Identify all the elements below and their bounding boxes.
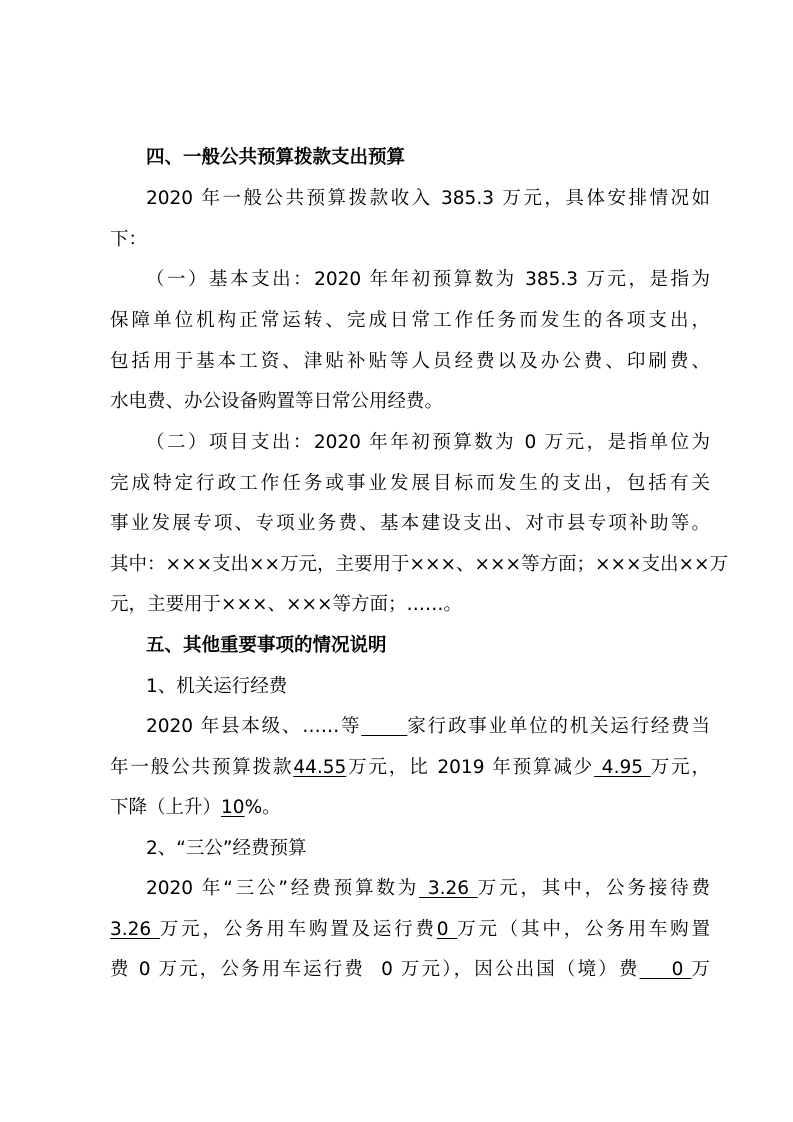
operating-budget-amount: 44.55 [293, 757, 347, 778]
decrease-amount: 4.95 [594, 757, 651, 778]
item1-line1-text-a: 2020 年县本级、……等 [146, 716, 362, 737]
item2-line2-text-c: 万元（其中，公务用车购置 [457, 919, 710, 940]
item2-line1-text-b: 万元，其中，公务接待费 [477, 878, 710, 899]
project-expense-line4: 其中：×××支出××万元，主要用于×××、×××等方面；×××支出××万 [110, 554, 729, 575]
project-expense-line2: 完成特定行政工作任务或事业发展目标而发生的支出，包括有关 [110, 473, 710, 494]
decrease-rate: 10 [221, 797, 245, 818]
basic-expense-line2: 保障单位机构正常运转、完成日常工作任务而发生的各项支出， [110, 310, 710, 331]
project-expense-line5: 元，主要用于×××、×××等方面；……。 [110, 594, 463, 615]
section4-intro-line1: 2020 年一般公共预算拨款收入 385.3 万元，具体安排情况如 [146, 188, 710, 209]
item1-line1-text-b: 家行政事业单位的机关运行经费当 [407, 716, 710, 737]
basic-expense-line4: 水电费、办公设备购置等日常公用经费。 [110, 391, 444, 412]
item2-line1 [146, 877, 710, 901]
item2-line3 [110, 958, 710, 982]
project-expense-line1: （二）项目支出：2020 年年初预算数为 0 万元，是指单位为 [146, 432, 710, 453]
project-expense-line3: 事业发展专项、专项业务费、基本建设支出、对市县专项补助等。 [110, 513, 710, 534]
item2-line3-text-a: 费 0 万元，公务用车运行费 0 万元），因公出国（境）费 [110, 959, 640, 980]
overseas-travel-expense: 0 [639, 959, 692, 980]
three-public-total: 3.26 [419, 878, 478, 899]
item2-line3-text-b: 万 [691, 959, 710, 980]
section4-heading: 四、一般公共预算拨款支出预算 [146, 147, 406, 168]
basic-expense-line1: （一）基本支出：2020 年年初预算数为 385.3 万元，是指为 [146, 269, 710, 290]
item2-line1-text-a: 2020 年“三公”经费预算数为 [146, 878, 420, 899]
basic-expense-line3: 包括用于基本工资、津贴补贴等人员经费以及办公费、印刷费、 [110, 351, 710, 372]
item1-line2-text-c: 万元， [650, 757, 711, 778]
item1-line1 [146, 715, 710, 739]
vehicle-expense: 0 [436, 919, 458, 940]
item1-line2 [110, 756, 710, 780]
section5-heading: 五、其他重要事项的情况说明 [146, 635, 387, 656]
item2-line2 [110, 918, 710, 942]
units-count-blank [361, 716, 407, 737]
item1-line3 [110, 796, 710, 820]
item2-line2-text-b: 万元，公务用车购置及运行费 [159, 919, 437, 940]
item1-line3-text-b: %。 [244, 797, 281, 818]
item1-line2-text-a: 年一般公共预算拨款 [110, 757, 294, 778]
item1-line3-text-a: 下降（上升） [110, 797, 222, 818]
item1-title: 1、机关运行经费 [146, 676, 288, 697]
item1-line2-text-b: 万元，比 2019 年预算减少 [346, 757, 595, 778]
section4-intro-line2: 下： [110, 229, 148, 250]
reception-expense: 3.26 [110, 919, 160, 940]
item2-title: 2、“三公”经费预算 [146, 838, 307, 859]
